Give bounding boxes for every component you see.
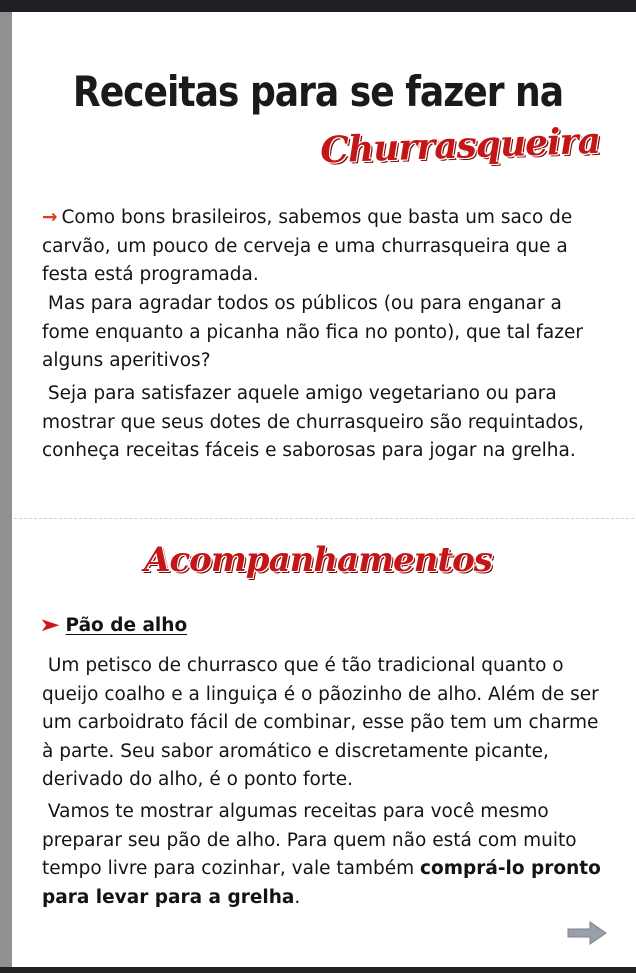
bottom-window-bar xyxy=(0,967,636,973)
intro-paragraph-3 xyxy=(42,380,602,466)
item-paragraph-2-text: Vamos te mostrar algumas receitas para você mesmo preparar seu pão de alho. Para quem não está com muito tempo livre para cozinhar, vale também xyxy=(42,801,577,880)
page-title-script: Churrasqueira xyxy=(319,119,601,172)
section-divider xyxy=(14,518,634,519)
section-title-script: Acompanhamentos xyxy=(144,540,492,580)
item-heading-label: Pão de alho xyxy=(65,615,188,636)
intro-paragraph-1-text: Como bons brasileiros, sabemos que basta um saco de carvão, um pouco de cerveja e uma churrasqueira que a festa está programada. xyxy=(42,207,573,286)
next-page-arrow-icon[interactable] xyxy=(566,920,608,946)
item-paragraph-2-end: . xyxy=(294,886,301,908)
item-paragraph-2 xyxy=(42,798,602,912)
intro-paragraph-2 xyxy=(42,290,602,376)
intro-paragraph-3-text: Seja para satisfazer aquele amigo vegetariano ou para mostrar que seus dotes de churrasqueiro são requintados, conheça receitas fáceis e saborosas para jogar na grelha. xyxy=(42,383,585,462)
item-paragraph-2-bold: comprá-lo pronto para levar para a grelha xyxy=(42,858,601,908)
intro-paragraph-1 xyxy=(42,204,602,290)
intro-paragraph-2-text: Mas para agradar todos os públicos (ou para enganar a fome enquanto a picanha não fica no ponto), que tal fazer alguns aperitivos? xyxy=(42,293,583,372)
item-paragraph-1 xyxy=(42,652,602,795)
chevron-arrow-icon: ➤ xyxy=(38,615,61,636)
arrow-right-icon: → xyxy=(42,207,58,228)
item-heading xyxy=(38,612,188,640)
item-paragraph-1-text: Um petisco de churrasco que é tão tradicional quanto o queijo coalho e a linguiça é o pãozinho de alho. Além de ser um carboidrato fácil de combinar, esse pão tem um charme à parte. Seu sabor aromático e discretamente picante, derivado do alho, é o ponto forte. xyxy=(42,655,599,791)
left-scrollbar[interactable] xyxy=(0,12,12,973)
top-window-bar xyxy=(0,0,636,12)
page-title: Receitas para se fazer na xyxy=(72,67,564,116)
